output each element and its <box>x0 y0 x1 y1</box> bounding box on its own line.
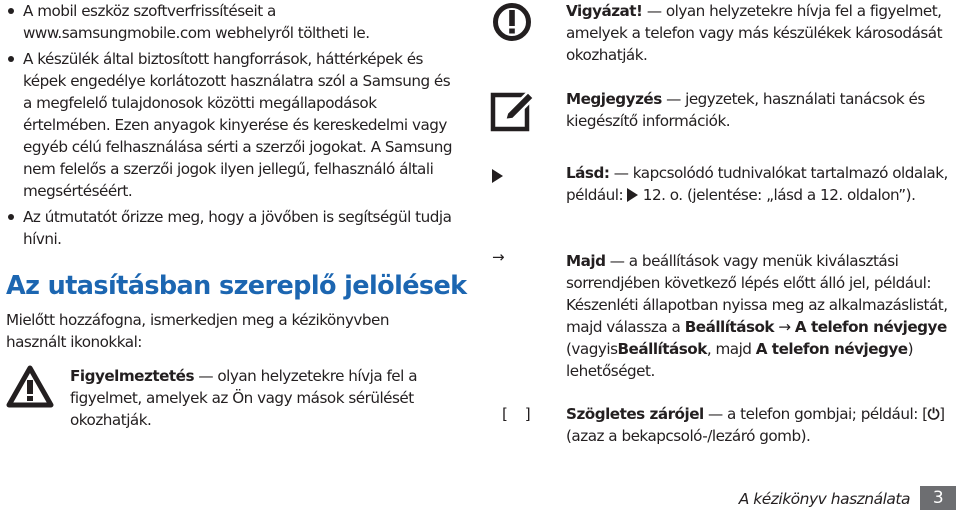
note-description <box>566 88 958 132</box>
refer-text-b: 12. o. (jelentése: „lásd a 12. oldalon”). <box>642 186 916 204</box>
right-arrow-icon: → <box>492 248 505 266</box>
list-item: Az útmutatót őrizze meg, hogy a jövőben is segítségül tudja hívni. <box>6 206 452 250</box>
caution-text: — olyan helyzetekre hívja fel a figyelmet, amelyek a telefon vagy más készülékek károsodását okozhatják. <box>566 2 943 64</box>
then-text-1: — a beállítások vagy menük kiválasztási sorrendjében következő lépés előtt álló jel, például: Készenléti állapotban nyissa meg az alkalmazáslistát, majd válassza a <box>566 252 948 336</box>
then-term: Majd <box>566 252 606 270</box>
power-key-icon: ⏻ <box>927 405 940 423</box>
then-bold-3: Beállítások <box>617 340 707 358</box>
warning-triangle-icon <box>6 365 54 409</box>
footer-section-label: A kézikönyv használata <box>738 490 910 508</box>
then-bold-4: A telefon névjegye <box>755 340 908 358</box>
then-text-4: ) lehetőséget. <box>566 340 914 380</box>
then-text-3: , majd <box>706 340 752 358</box>
then-description <box>566 250 958 382</box>
left-column <box>6 0 452 254</box>
then-bold-1: Beállítások <box>684 318 775 336</box>
play-triangle-icon <box>492 165 552 187</box>
brackets-text-1: — a telefon gombjai; például: [ <box>708 405 928 423</box>
list-item: A készülék által biztosított hangforrások, háttérképek és képek engedélye korlátozott használatra szól a Samsung és a megfelelő tulajdonosok közötti megállapodások értelmében. Ezen anyagok kinyerése és kereskedelmi vagy egyéb célú felhasználása sérti a szerzői jogokat. A Samsung nem felelős a szerzői jogok ilyen jellegű, felhasználó általi megsértéséért. <box>6 48 452 202</box>
section-heading: Az utasításban szereplő jelölések <box>6 271 467 301</box>
refer-term: Lásd: <box>566 164 610 182</box>
brackets-text-2: ] (azaz a bekapcsoló-/lezáró gomb). <box>566 405 945 445</box>
refer-text-a: — kapcsolódó tudnivalókat tartalmazó oldalak, például: <box>566 164 948 204</box>
page-number-badge: 3 <box>920 486 956 510</box>
brackets-description <box>566 403 958 447</box>
caution-description <box>566 0 958 66</box>
play-triangle-icon <box>627 188 638 202</box>
warning-text: — olyan helyzetekre hívja fel a figyelmet, amelyek az Ön vagy mások sérülését okozhatják. <box>70 367 418 429</box>
warning-term: Figyelmeztetés <box>70 367 194 385</box>
then-text-2: (vagyis <box>566 340 618 358</box>
brackets-term: Szögletes zárójel <box>566 405 704 423</box>
note-term: Megjegyzés <box>566 90 662 108</box>
then-bold-2: A telefon névjegye <box>794 318 947 336</box>
caution-exclamation-icon <box>492 0 532 44</box>
top-bullet-list <box>6 0 452 250</box>
then-arrow: → <box>778 318 791 336</box>
note-pencil-icon <box>490 88 538 134</box>
caution-term: Vigyázat! <box>566 2 643 20</box>
intro-paragraph: Mielőtt hozzáfogna, ismerkedjen meg a kézikönyvben használt ikonokkal: <box>6 311 390 351</box>
list-item: A mobil eszköz szoftverfrissítéseit a www.samsungmobile.com webhelyről töltheti le. <box>6 0 452 44</box>
warning-description <box>70 365 446 431</box>
refer-description <box>566 162 958 206</box>
brackets-symbol: [ ] <box>502 405 531 423</box>
note-text: — jegyzetek, használati tanácsok és kiegészítő információk. <box>566 90 925 130</box>
